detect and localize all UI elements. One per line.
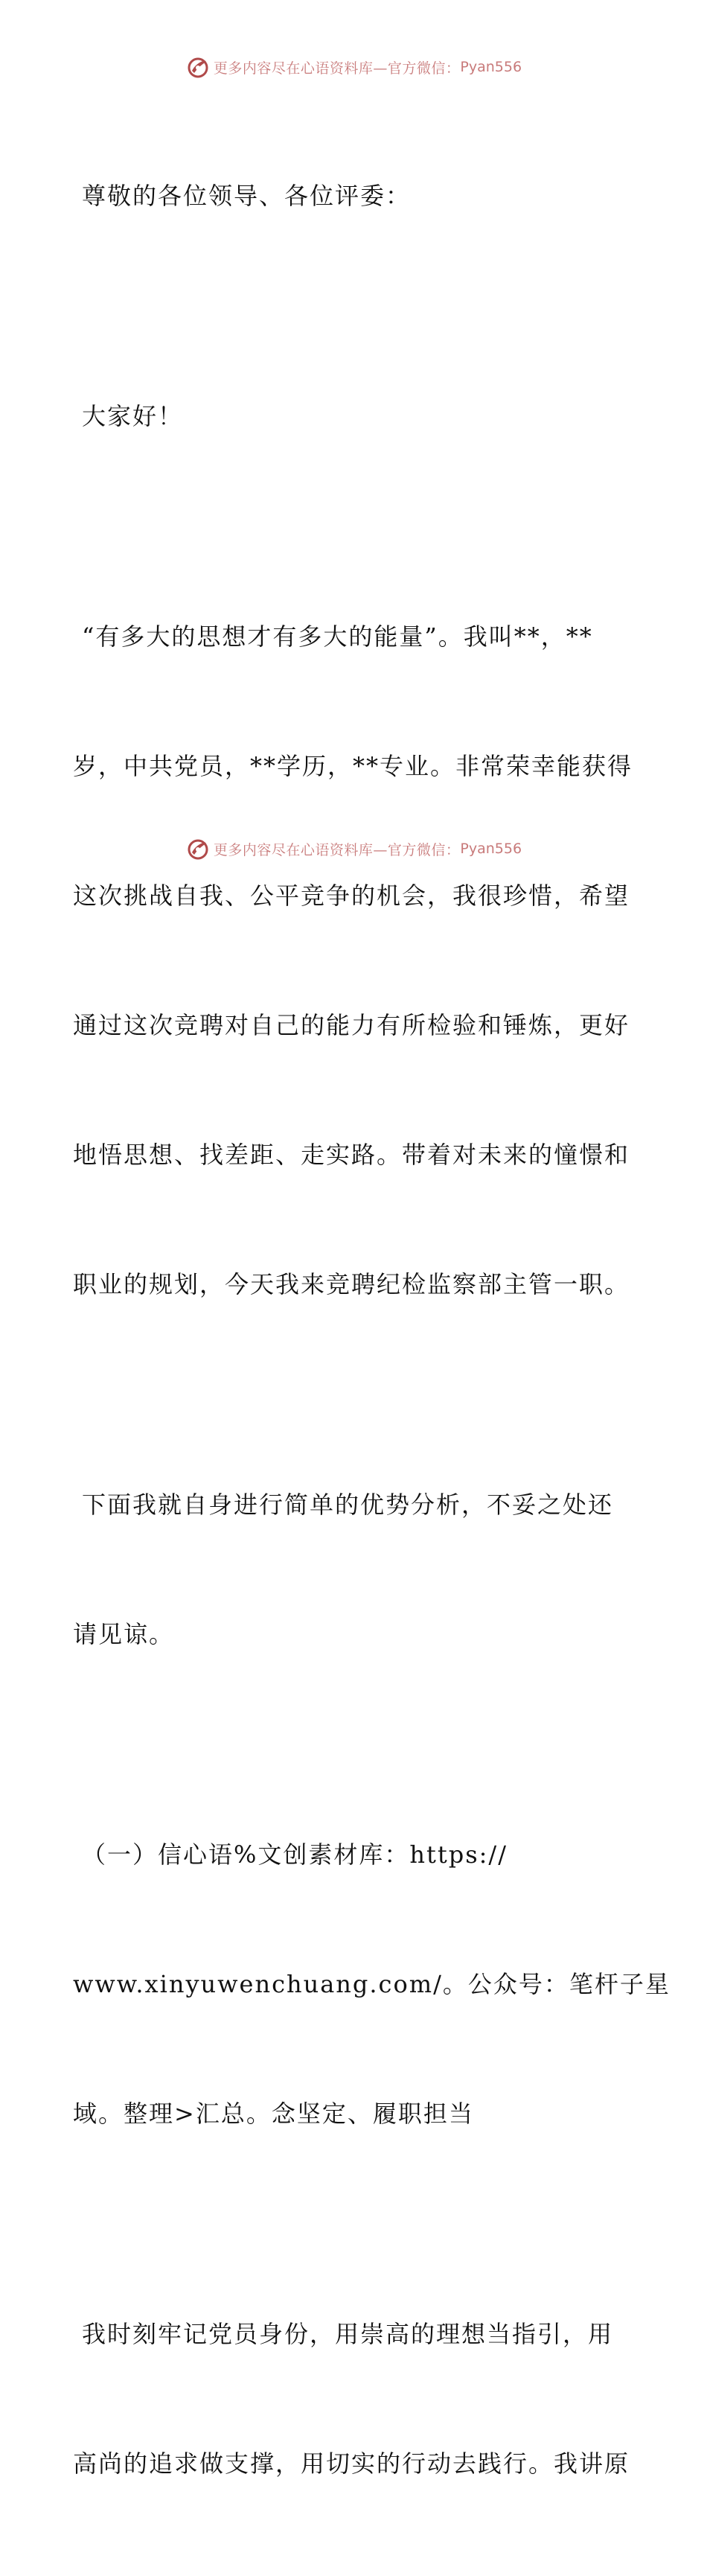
footer-watermark-text: 更多内容尽在心语资料库—官方微信：	[213, 841, 461, 858]
header-watermark-text: 更多内容尽在心语资料库—官方微信：	[213, 60, 461, 77]
text-line: 高尚的追求做支撑，用切实的行动去践行。我讲原	[73, 2449, 630, 2478]
text-line: 我时刻牢记党员身份，用崇高的理想当指引，用	[82, 2320, 614, 2348]
text-line: “有多大的思想才有多大的能量”。我叫**，**	[82, 622, 593, 651]
text-line: 岁，中共党员，**学历，**专业。非常荣幸能获得	[73, 752, 633, 780]
text-line: 域。整理>汇总。念坚定、履职担当	[73, 2100, 474, 2128]
text-line: 这次挑战自我、公平竞争的机会，我很珍惜，希望	[73, 881, 630, 910]
pen-logo-icon	[185, 54, 211, 80]
intro-paragraph	[73, 529, 639, 1392]
document-body	[73, 88, 671, 2576]
text-line: www.xinyuwenchuang.com/。公众号：笔杆子星	[73, 1970, 671, 1998]
text-line: 请见谅。	[73, 1620, 175, 1648]
pen-logo-icon	[185, 836, 211, 861]
header-watermark-brand: Pyan556	[460, 59, 522, 75]
body-paragraph	[73, 2226, 639, 2572]
footer-watermark-inner	[185, 836, 522, 861]
text-line: 尊敬的各位领导、各位评委：	[82, 182, 412, 210]
analysis-paragraph	[73, 1397, 639, 1742]
header-watermark-inner	[185, 54, 522, 80]
greeting-paragraph	[73, 308, 639, 524]
text-line: 大家好！	[82, 402, 184, 430]
footer-watermark-brand: Pyan556	[460, 841, 522, 857]
section-heading-paragraph	[73, 1747, 671, 2222]
footer-watermark	[0, 834, 707, 864]
text-line: 职业的规划，今天我来竞聘纪检监察部主管一职。	[73, 1270, 630, 1298]
salutation-paragraph	[73, 88, 639, 304]
text-line: 通过这次竞聘对自己的能力有所检验和锤炼，更好	[73, 1011, 630, 1039]
text-line: 地悟思想、找差距、走实路。带着对未来的憧憬和	[73, 1141, 630, 1169]
text-line: （一）信心语%文创素材库：https://	[82, 1840, 508, 1869]
text-line: 下面我就自身进行简单的优势分析，不妥之处还	[82, 1491, 614, 1519]
header-watermark	[0, 52, 707, 82]
